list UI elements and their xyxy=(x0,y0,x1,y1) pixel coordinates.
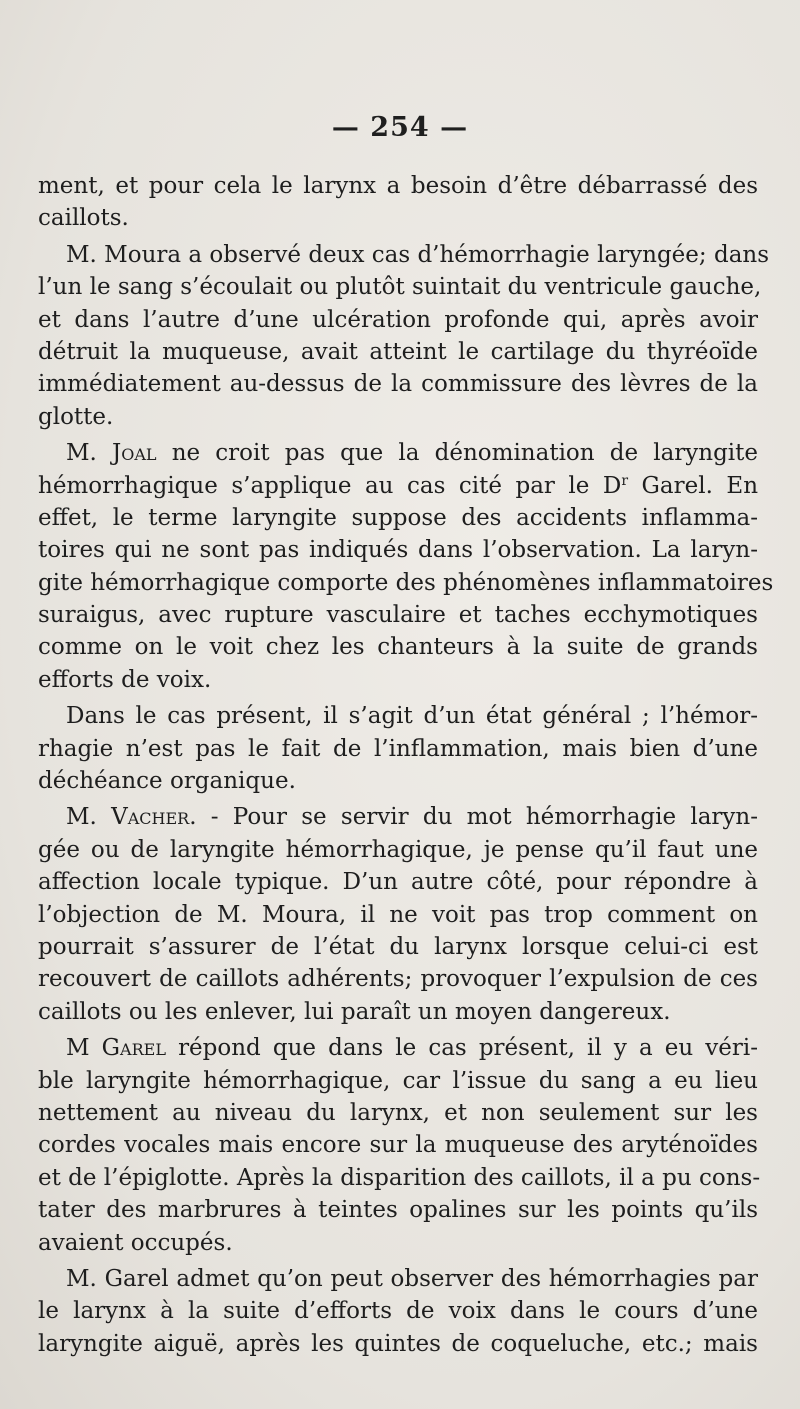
paragraph-joal xyxy=(38,437,774,696)
speaker-prefix: M xyxy=(66,1035,90,1062)
text-line: rhagie n’est pas le fait de l’inflammation, mais bien d’une xyxy=(38,735,758,762)
text-line: avaient occupés. xyxy=(38,1229,233,1256)
paragraph-garel-admet xyxy=(38,1263,758,1360)
text-line: glotte. xyxy=(38,403,114,430)
text-fragment: Garel. En xyxy=(641,472,759,499)
text-line: immédiatement au-dessus de la commissure des lèvres de la xyxy=(38,371,758,398)
text-line: affection locale typique. D’un autre côté, pour répondre à xyxy=(38,869,758,896)
text-line: le larynx à la suite d’efforts de voix dans le cours d’une xyxy=(38,1298,758,1325)
text-line: gée ou de laryngite hémorrhagique, je pense qu’il faut une xyxy=(38,836,758,863)
text-line: recouvert de caillots adhérents; provoquer l’expulsion de ces xyxy=(38,966,758,993)
text-line: toires qui ne sont pas indiqués dans l’observation. La laryn- xyxy=(38,537,758,564)
text-line xyxy=(38,437,758,469)
speaker-name: Garel xyxy=(101,1035,166,1062)
text-line: tater des marbrures à teintes opalines sur les points qu’ils xyxy=(38,1197,758,1224)
text-line: ble laryngite hémorrhagique, car l’issue du sang a eu lieu xyxy=(38,1067,758,1094)
speaker-prefix: M. xyxy=(66,440,97,467)
text-fragment: ne croit pas que la dénomination de laryngite xyxy=(171,440,759,467)
text-line: caillots. xyxy=(38,205,129,232)
speaker-name: Vacher xyxy=(111,804,190,831)
speaker-prefix: M. xyxy=(66,804,97,831)
speaker-name: Joal xyxy=(112,440,157,467)
text-line: efforts de voix. xyxy=(38,666,212,693)
text-fragment: hémorrhagique s’applique au cas cité par le D xyxy=(38,472,622,499)
paragraph-vacher xyxy=(38,801,758,1028)
text-line: et de l’épiglotte. Après la disparition des caillots, il a pu cons- xyxy=(38,1164,761,1191)
text-line: laryngite aiguë, après les quintes de coqueluche, etc.; mais xyxy=(38,1330,758,1357)
text-line: l’un le sang s’écoulait ou plutôt suintait du ventricule gauche, xyxy=(38,274,762,301)
text-line: et dans l’autre d’une ulcération profonde qui, après avoir xyxy=(38,306,758,333)
text-line: détruit la muqueuse, avait atteint le cartilage du thyréoïde xyxy=(38,338,758,365)
text-line: l’objection de M. Moura, il ne voit pas trop comment on xyxy=(38,901,758,928)
text-line: caillots ou les enlever, lui paraît un moyen dangereux. xyxy=(38,998,671,1025)
paragraph-moura xyxy=(38,239,770,433)
text-line: comme on le voit chez les chanteurs à la suite de grands xyxy=(38,634,758,661)
text-line: déchéance organique. xyxy=(38,768,296,795)
text-line: effet, le terme laryngite suppose des accidents inflamma- xyxy=(38,504,758,531)
text-line xyxy=(38,801,758,833)
paragraph-continuation xyxy=(38,170,758,235)
superscript: r xyxy=(621,472,629,489)
text-line xyxy=(38,1032,758,1064)
body-text xyxy=(38,170,774,1360)
page-number: — 254 — xyxy=(331,112,469,143)
text-line: Dans le cas présent, il s’agit d’un état général ; l’hémor- xyxy=(66,703,758,730)
text-fragment: . - Pour se servir du mot hémorrhagie laryn- xyxy=(189,804,758,831)
paragraph-garel xyxy=(38,1032,761,1259)
text-line: pourrait s’assurer de l’état du larynx lorsque celui-ci est xyxy=(38,933,758,960)
text-line: M. Moura a observé deux cas d’hémorrhagie laryngée; dans xyxy=(66,241,770,268)
text-fragment: répond que dans le cas présent, il y a eu véri- xyxy=(178,1035,759,1062)
paragraph-general-state xyxy=(38,700,758,797)
text-line: cordes vocales mais encore sur la muqueuse des aryténoïdes xyxy=(38,1132,758,1159)
text-line: ment, et pour cela le larynx a besoin d’être débarrassé des xyxy=(38,173,758,199)
text-line: suraigus, avec rupture vasculaire et taches ecchymotiques xyxy=(38,602,758,629)
text-line: gite hémorrhagique comporte des phénomènes inflammatoires xyxy=(38,569,774,596)
text-line: M. Garel admet qu’on peut observer des hémorrhagies par xyxy=(66,1265,758,1292)
text-line: nettement au niveau du larynx, et non seulement sur les xyxy=(38,1099,758,1126)
text-line xyxy=(38,470,758,502)
